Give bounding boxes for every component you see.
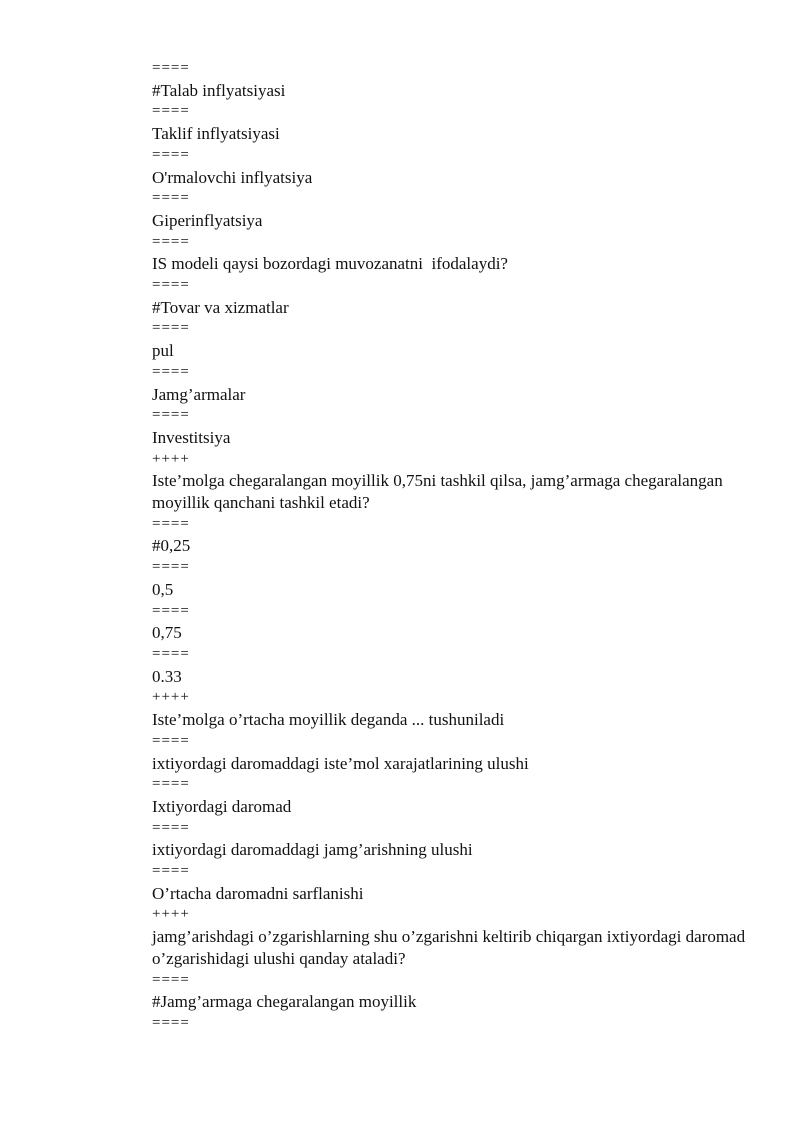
text-line: Ixtiyordagi daromad xyxy=(152,796,292,816)
separator-line: ==== xyxy=(152,407,190,424)
text-line: pul xyxy=(152,341,174,361)
separator-line: ==== xyxy=(152,277,190,294)
separator-line: ==== xyxy=(152,60,190,76)
separator-line: ==== xyxy=(152,1014,190,1031)
text-line: O’rtacha daromadni sarflanishi xyxy=(152,883,364,903)
text-line: #0,25 xyxy=(152,536,191,556)
text-line: O'rmalovchi inflyatsiya xyxy=(152,167,313,187)
text-line: jamg’arishdagi o’zgarishlarning shu o’zgarishni keltirib chiqargan ixtiyordagi daromad o’zgarishidagi ulushi qanday ataladi? xyxy=(152,927,750,968)
text-line: #Tovar va xizmatlar xyxy=(152,297,289,317)
text-line: ixtiyordagi daromaddagi jamg’arishning ulushi xyxy=(152,840,473,860)
text-line: #Jamg’armaga chegaralangan moyillik xyxy=(152,992,417,1012)
separator-line: ++++ xyxy=(152,450,190,467)
separator-line: ==== xyxy=(152,602,190,619)
separator-line: ==== xyxy=(152,645,190,662)
text-line: #Talab inflyatsiyasi xyxy=(152,80,286,100)
separator-line: ==== xyxy=(152,776,190,793)
separator-line: ==== xyxy=(152,515,190,532)
text-line: 0,5 xyxy=(152,579,174,599)
text-line: Investitsiya xyxy=(152,427,231,447)
text-line: ixtiyordagi daromaddagi iste’mol xarajatlarining ulushi xyxy=(152,753,529,773)
separator-line: ==== xyxy=(152,971,190,988)
text-line: IS modeli qaysi bozordagi muvozanatni ifodalaydi? xyxy=(152,254,508,274)
text-line: Iste’molga chegaralangan moyillik 0,75ni tashkil qilsa, jamg’armaga chegaralangan moyillik qanchani tashkil etadi? xyxy=(152,471,727,513)
document-body xyxy=(152,58,752,1035)
document-page xyxy=(152,58,752,1035)
separator-line: ++++ xyxy=(152,906,190,923)
separator-line: ==== xyxy=(152,103,190,120)
separator-line: ==== xyxy=(152,190,190,207)
separator-line: ==== xyxy=(152,819,190,836)
separator-line: ==== xyxy=(152,559,190,576)
separator-line: ==== xyxy=(152,320,190,337)
separator-line: ==== xyxy=(152,863,190,880)
separator-line: ++++ xyxy=(152,689,190,706)
text-line: Iste’molga o’rtacha moyillik deganda ... tushuniladi xyxy=(152,710,505,730)
separator-line: ==== xyxy=(152,233,190,250)
separator-line: ==== xyxy=(152,363,190,380)
text-line: Jamg’armalar xyxy=(152,384,246,404)
text-line: 0,75 xyxy=(152,623,182,643)
separator-line: ==== xyxy=(152,146,190,163)
text-line: Taklif inflyatsiyasi xyxy=(152,124,280,144)
text-line: Giperinflyatsiya xyxy=(152,210,263,230)
text-line: 0.33 xyxy=(152,666,182,686)
separator-line: ==== xyxy=(152,732,190,749)
